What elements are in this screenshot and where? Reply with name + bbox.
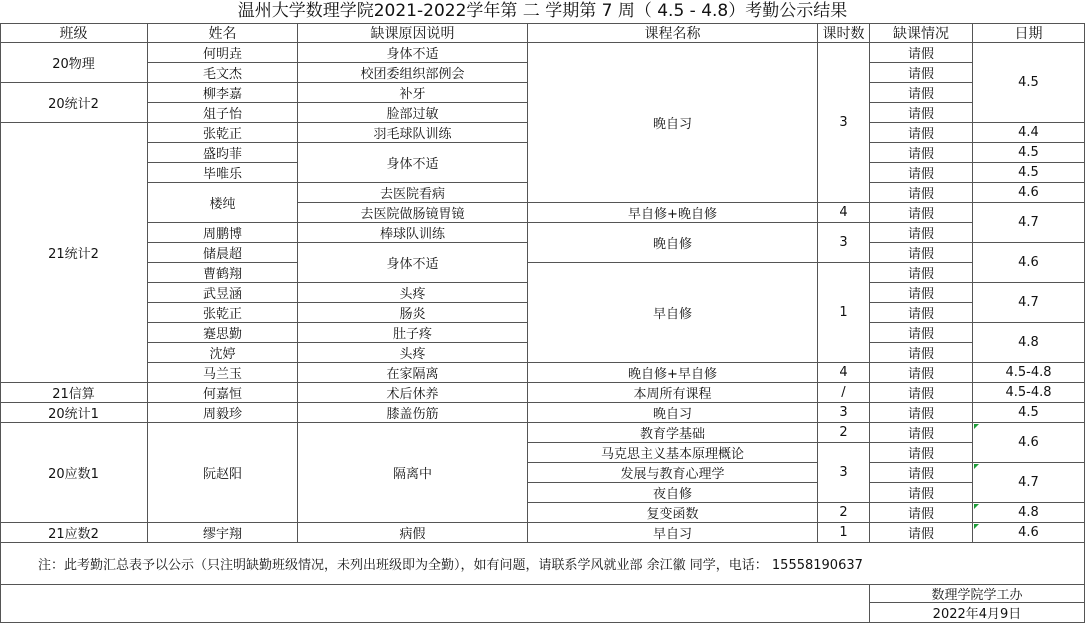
course-jiaoyuxue-cell: 教育学基础 [528, 423, 818, 443]
hours-h-cell: 2 [818, 423, 870, 443]
status-cell: 请假 [870, 463, 973, 483]
name-cell: 张乾正 [148, 123, 298, 143]
hours-b-cell: 4 [818, 203, 870, 223]
status-cell: 请假 [870, 423, 973, 443]
grid-top-border [0, 23, 1085, 24]
date-j-cell: 4.5-4.8 [973, 363, 1085, 383]
hours-g-cell: 3 [818, 403, 870, 423]
header-hours: 课时数 [818, 23, 870, 43]
name-cell: 毛文杰 [148, 63, 298, 83]
status-cell: 请假 [870, 123, 973, 143]
status-cell: 请假 [870, 523, 973, 543]
date-c-cell: 4.5 [973, 143, 1085, 163]
date-n-cell: 4.7 [973, 463, 1085, 503]
course-wanzixi-b-cell: 晚自习 [528, 403, 818, 423]
name-ruanzhaoyang-cell: 阮赵阳 [148, 423, 298, 523]
status-cell: 请假 [870, 103, 973, 123]
hours-f-cell: / [818, 383, 870, 403]
class-20wuli-cell: 20物理 [0, 43, 148, 83]
status-cell: 请假 [870, 263, 973, 283]
header-status: 缺课情况 [870, 23, 973, 43]
reason-shentibushi-b-cell: 身体不适 [298, 243, 528, 283]
date-f-cell: 4.7 [973, 203, 1085, 243]
reason-cell: 去医院看病 [298, 183, 528, 203]
course-zaozixi-cell: 早自习 [528, 523, 818, 543]
course-wanzixiu-zaozixiu-cell: 晚自修+早自修 [528, 363, 818, 383]
date-i-cell: 4.8 [973, 323, 1085, 363]
name-cell: 武昱涵 [148, 283, 298, 303]
date-o-cell: 4.8 [973, 503, 1085, 523]
reason-cell: 校团委组织部例会 [298, 63, 528, 83]
footer-office: 数理学院学工办 [870, 585, 1085, 603]
status-cell: 请假 [870, 483, 973, 503]
name-cell: 曹鹤翔 [148, 263, 298, 283]
class-20tongji2-cell: 20统计2 [0, 83, 148, 123]
course-wanzixi-a-cell: 晚自习 [528, 43, 818, 203]
course-wanzixiu-cell: 晚自修 [528, 223, 818, 263]
status-cell: 请假 [870, 163, 973, 183]
header-class: 班级 [0, 23, 148, 43]
grid-left-border [0, 23, 1, 623]
header-date: 日期 [973, 23, 1085, 43]
name-louchun-cell: 楼纯 [148, 183, 298, 223]
reason-cell: 病假 [298, 523, 528, 543]
status-cell: 请假 [870, 303, 973, 323]
date-e-cell: 4.6 [973, 183, 1085, 203]
date-d-cell: 4.5 [973, 163, 1085, 183]
course-fubian-cell: 复变函数 [528, 503, 818, 523]
hours-c-cell: 3 [818, 223, 870, 263]
name-cell: 沈婷 [148, 343, 298, 363]
name-cell: 盛昀菲 [148, 143, 298, 163]
name-cell: 周毅珍 [148, 403, 298, 423]
reason-shentibushi-a-cell: 身体不适 [298, 143, 528, 183]
status-cell: 请假 [870, 343, 973, 363]
course-zaozixiu-wanzixiu-cell: 早自修+晚自修 [528, 203, 818, 223]
reason-cell: 肠炎 [298, 303, 528, 323]
status-cell: 请假 [870, 63, 973, 83]
name-cell: 毕唯乐 [148, 163, 298, 183]
footer-date: 2022年4月9日 [870, 603, 1085, 623]
status-cell: 请假 [870, 83, 973, 103]
status-cell: 请假 [870, 203, 973, 223]
name-cell: 储晨超 [148, 243, 298, 263]
hours-j-cell: 2 [818, 503, 870, 523]
footer-note: 注：此考勤汇总表予以公示（只注明缺勤班级情况，未列出班级即为全勤），如有问题，请联系学风就业部 余江徽 同学，电话： 15558190637 [0, 543, 1085, 585]
class-21tongji2-cell: 21统计2 [0, 123, 148, 383]
date-h-cell: 4.7 [973, 283, 1085, 323]
name-cell: 何明垚 [148, 43, 298, 63]
date-b-cell: 4.4 [973, 123, 1085, 143]
class-21yingshu2-cell: 21应数2 [0, 523, 148, 543]
course-yezixiu-cell: 夜自修 [528, 483, 818, 503]
hours-a-cell: 3 [818, 43, 870, 203]
header-reason: 缺课原因说明 [298, 23, 528, 43]
date-p-cell: 4.6 [973, 523, 1085, 543]
reason-cell: 术后休养 [298, 383, 528, 403]
date-m-cell: 4.6 [973, 423, 1085, 463]
class-21xinsuan-cell: 21信算 [0, 383, 148, 403]
name-cell: 俎子怡 [148, 103, 298, 123]
status-cell: 请假 [870, 403, 973, 423]
comment-flag-icon [974, 524, 979, 529]
reason-cell: 去医院做肠镜胃镜 [298, 203, 528, 223]
name-cell: 张乾正 [148, 303, 298, 323]
status-cell: 请假 [870, 223, 973, 243]
date-l-cell: 4.5 [973, 403, 1085, 423]
date-g-cell: 4.6 [973, 243, 1085, 283]
status-cell: 请假 [870, 43, 973, 63]
comment-flag-icon [974, 504, 979, 509]
status-cell: 请假 [870, 183, 973, 203]
name-cell: 缪宇翔 [148, 523, 298, 543]
name-cell: 柳李嘉 [148, 83, 298, 103]
status-cell: 请假 [870, 143, 973, 163]
class-20tongji1-cell: 20统计1 [0, 403, 148, 423]
name-cell: 何嘉恒 [148, 383, 298, 403]
status-cell: 请假 [870, 243, 973, 263]
reason-cell: 头疼 [298, 343, 528, 363]
name-cell: 马兰玉 [148, 363, 298, 383]
hours-d-cell: 1 [818, 263, 870, 363]
page-title: 温州大学数理学院2021-2022学年第 二 学期第 7 周（ 4.5 - 4.8）考勤公示结果 [237, 1, 848, 21]
status-cell: 请假 [870, 323, 973, 343]
status-cell: 请假 [870, 503, 973, 523]
hours-k-cell: 1 [818, 523, 870, 543]
reason-cell: 脸部过敏 [298, 103, 528, 123]
class-20yingshu1-cell: 20应数1 [0, 423, 148, 523]
name-cell: 蹇思勤 [148, 323, 298, 343]
reason-cell: 棒球队训练 [298, 223, 528, 243]
course-makesi-cell: 马克思主义基本原理概论 [528, 443, 818, 463]
attendance-table [0, 23, 1085, 623]
course-fazhan-cell: 发展与教育心理学 [528, 463, 818, 483]
reason-cell: 羽毛球队训练 [298, 123, 528, 143]
reason-cell: 头疼 [298, 283, 528, 303]
reason-cell: 在家隔离 [298, 363, 528, 383]
reason-cell: 身体不适 [298, 43, 528, 63]
date-a-cell: 4.5 [973, 43, 1085, 123]
hours-i-cell: 3 [818, 443, 870, 503]
course-zaozixiu-cell: 早自修 [528, 263, 818, 363]
comment-flag-icon [974, 464, 979, 469]
name-cell: 周鹏博 [148, 223, 298, 243]
comment-flag-icon [974, 424, 979, 429]
reason-cell: 肚子疼 [298, 323, 528, 343]
reason-gelizhong-cell: 隔离中 [298, 423, 528, 523]
course-all-cell: 本周所有课程 [528, 383, 818, 403]
date-k-cell: 4.5-4.8 [973, 383, 1085, 403]
footer-blank [0, 585, 870, 623]
header-name: 姓名 [148, 23, 298, 43]
reason-cell: 补牙 [298, 83, 528, 103]
hours-e-cell: 4 [818, 363, 870, 383]
status-cell: 请假 [870, 363, 973, 383]
status-cell: 请假 [870, 283, 973, 303]
header-course: 课程名称 [528, 23, 818, 43]
status-cell: 请假 [870, 383, 973, 403]
reason-cell: 膝盖伤筋 [298, 403, 528, 423]
status-cell: 请假 [870, 443, 973, 463]
